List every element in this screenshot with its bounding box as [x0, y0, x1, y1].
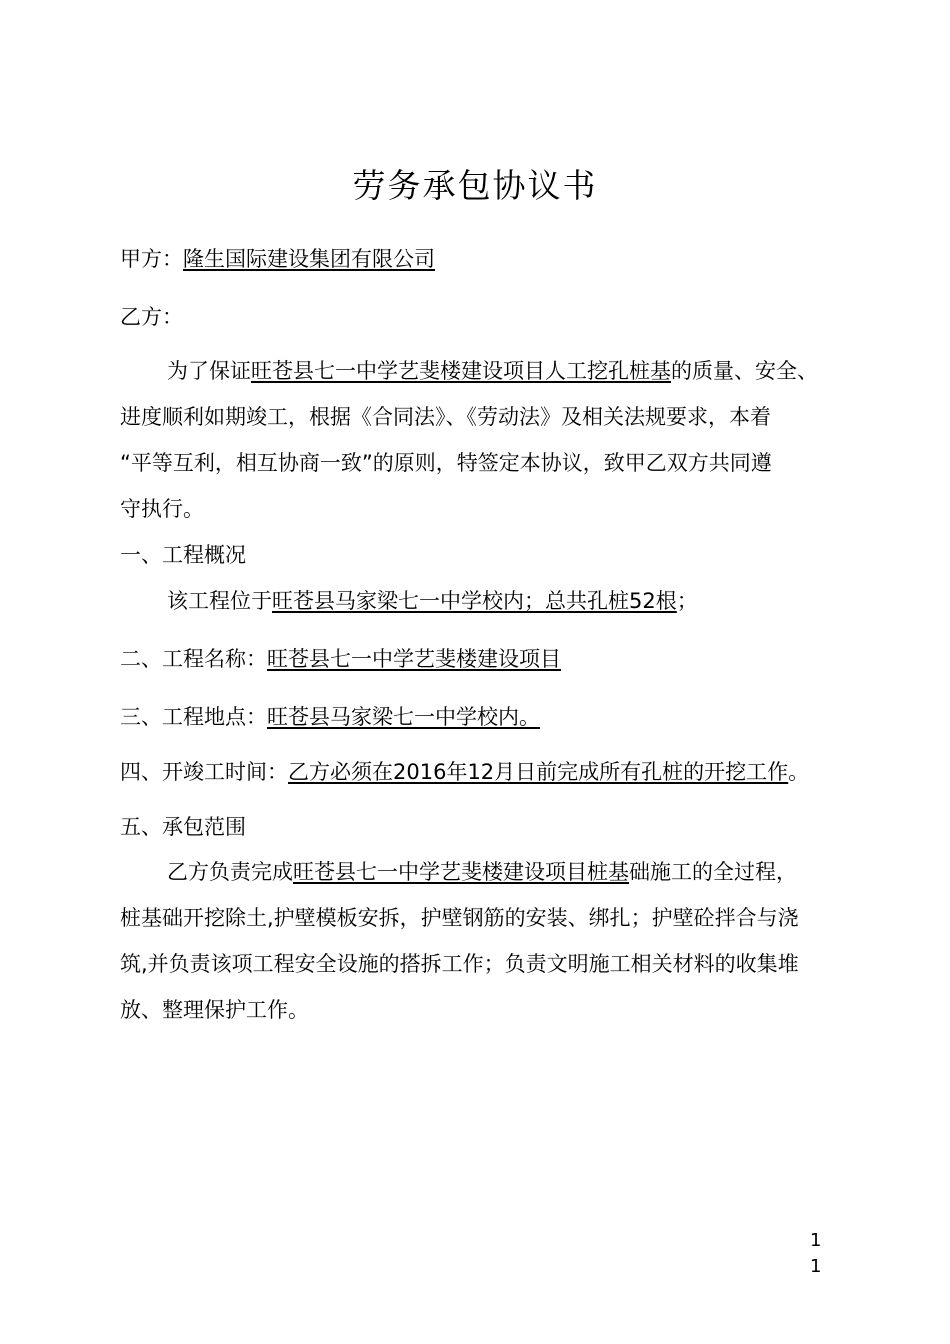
- section-5-line-1: [167, 857, 797, 887]
- section-3-label: 三、工程地点：: [120, 705, 267, 729]
- party-a-name: 隆生国际建设集团有限公司: [183, 247, 435, 271]
- section-2-label: 二、工程名称：: [120, 647, 267, 671]
- section-2-line: [120, 644, 561, 674]
- party-b-label: 乙方：: [120, 305, 183, 329]
- section-1-heading: 一、工程概况: [120, 543, 246, 567]
- preamble-text: 为了保证: [167, 359, 251, 383]
- party-a-line: [120, 244, 435, 274]
- section-1-text: 该工程位于: [167, 589, 272, 613]
- section-4-end: 。: [788, 760, 810, 784]
- section-3-value: 旺苍县马家梁七一中学校内。: [267, 705, 540, 729]
- document-title: 劳务承包协议书: [352, 166, 598, 205]
- section-4-line: [120, 757, 809, 787]
- party-b-line: [120, 302, 183, 332]
- section-4-value: 乙方必须在2016年12月日前完成所有孔桩的开挖工作: [288, 760, 789, 784]
- section-5-underlined: 旺苍县七一中学艺斐楼建设项目桩基: [293, 860, 629, 884]
- preamble-line-3: “平等互利，相互协商一致”的原则，特签定本协议，致甲乙双方共同遵: [120, 451, 772, 475]
- location-underlined: 旺苍县马家梁七一中学校内；总共孔桩52根: [272, 589, 677, 613]
- section-3-line: [120, 702, 540, 732]
- section-5-heading: 五、承包范围: [120, 815, 246, 839]
- section-5-text: 乙方负责完成: [167, 860, 293, 884]
- section-5-text: 础施工的全过程，: [629, 860, 797, 884]
- project-name-underlined: 旺苍县七一中学艺斐楼建设项目人工挖孔桩基: [251, 359, 671, 383]
- section-5-line-2: 桩基础开挖除土,护壁模板安拆，护壁钢筋的安装、绑扎；护壁砼拌合与浇: [120, 906, 799, 930]
- section-5-line-3: 筑,并负责该项工程安全设施的搭拆工作；负责文明施工相关材料的收集堆: [120, 952, 799, 976]
- page-number: 1: [810, 1256, 822, 1277]
- page-number: 1: [810, 1230, 822, 1251]
- section-2-value: 旺苍县七一中学艺斐楼建设项目: [267, 647, 561, 671]
- section-4-label: 四、开竣工时间：: [120, 760, 288, 784]
- section-1-text: ；: [676, 589, 698, 613]
- party-a-label: 甲方：: [120, 247, 183, 271]
- section-5-line-4: 放、整理保护工作。: [120, 998, 309, 1022]
- preamble-text: 的质量、安全、: [671, 359, 818, 383]
- preamble-line-1: [167, 356, 818, 386]
- preamble-line-2: 进度顺利如期竣工，根据《合同法》、《劳动法》及相关法规要求，本着: [120, 405, 771, 429]
- preamble-line-4: 守执行。: [120, 497, 204, 521]
- section-1-body: [167, 586, 698, 616]
